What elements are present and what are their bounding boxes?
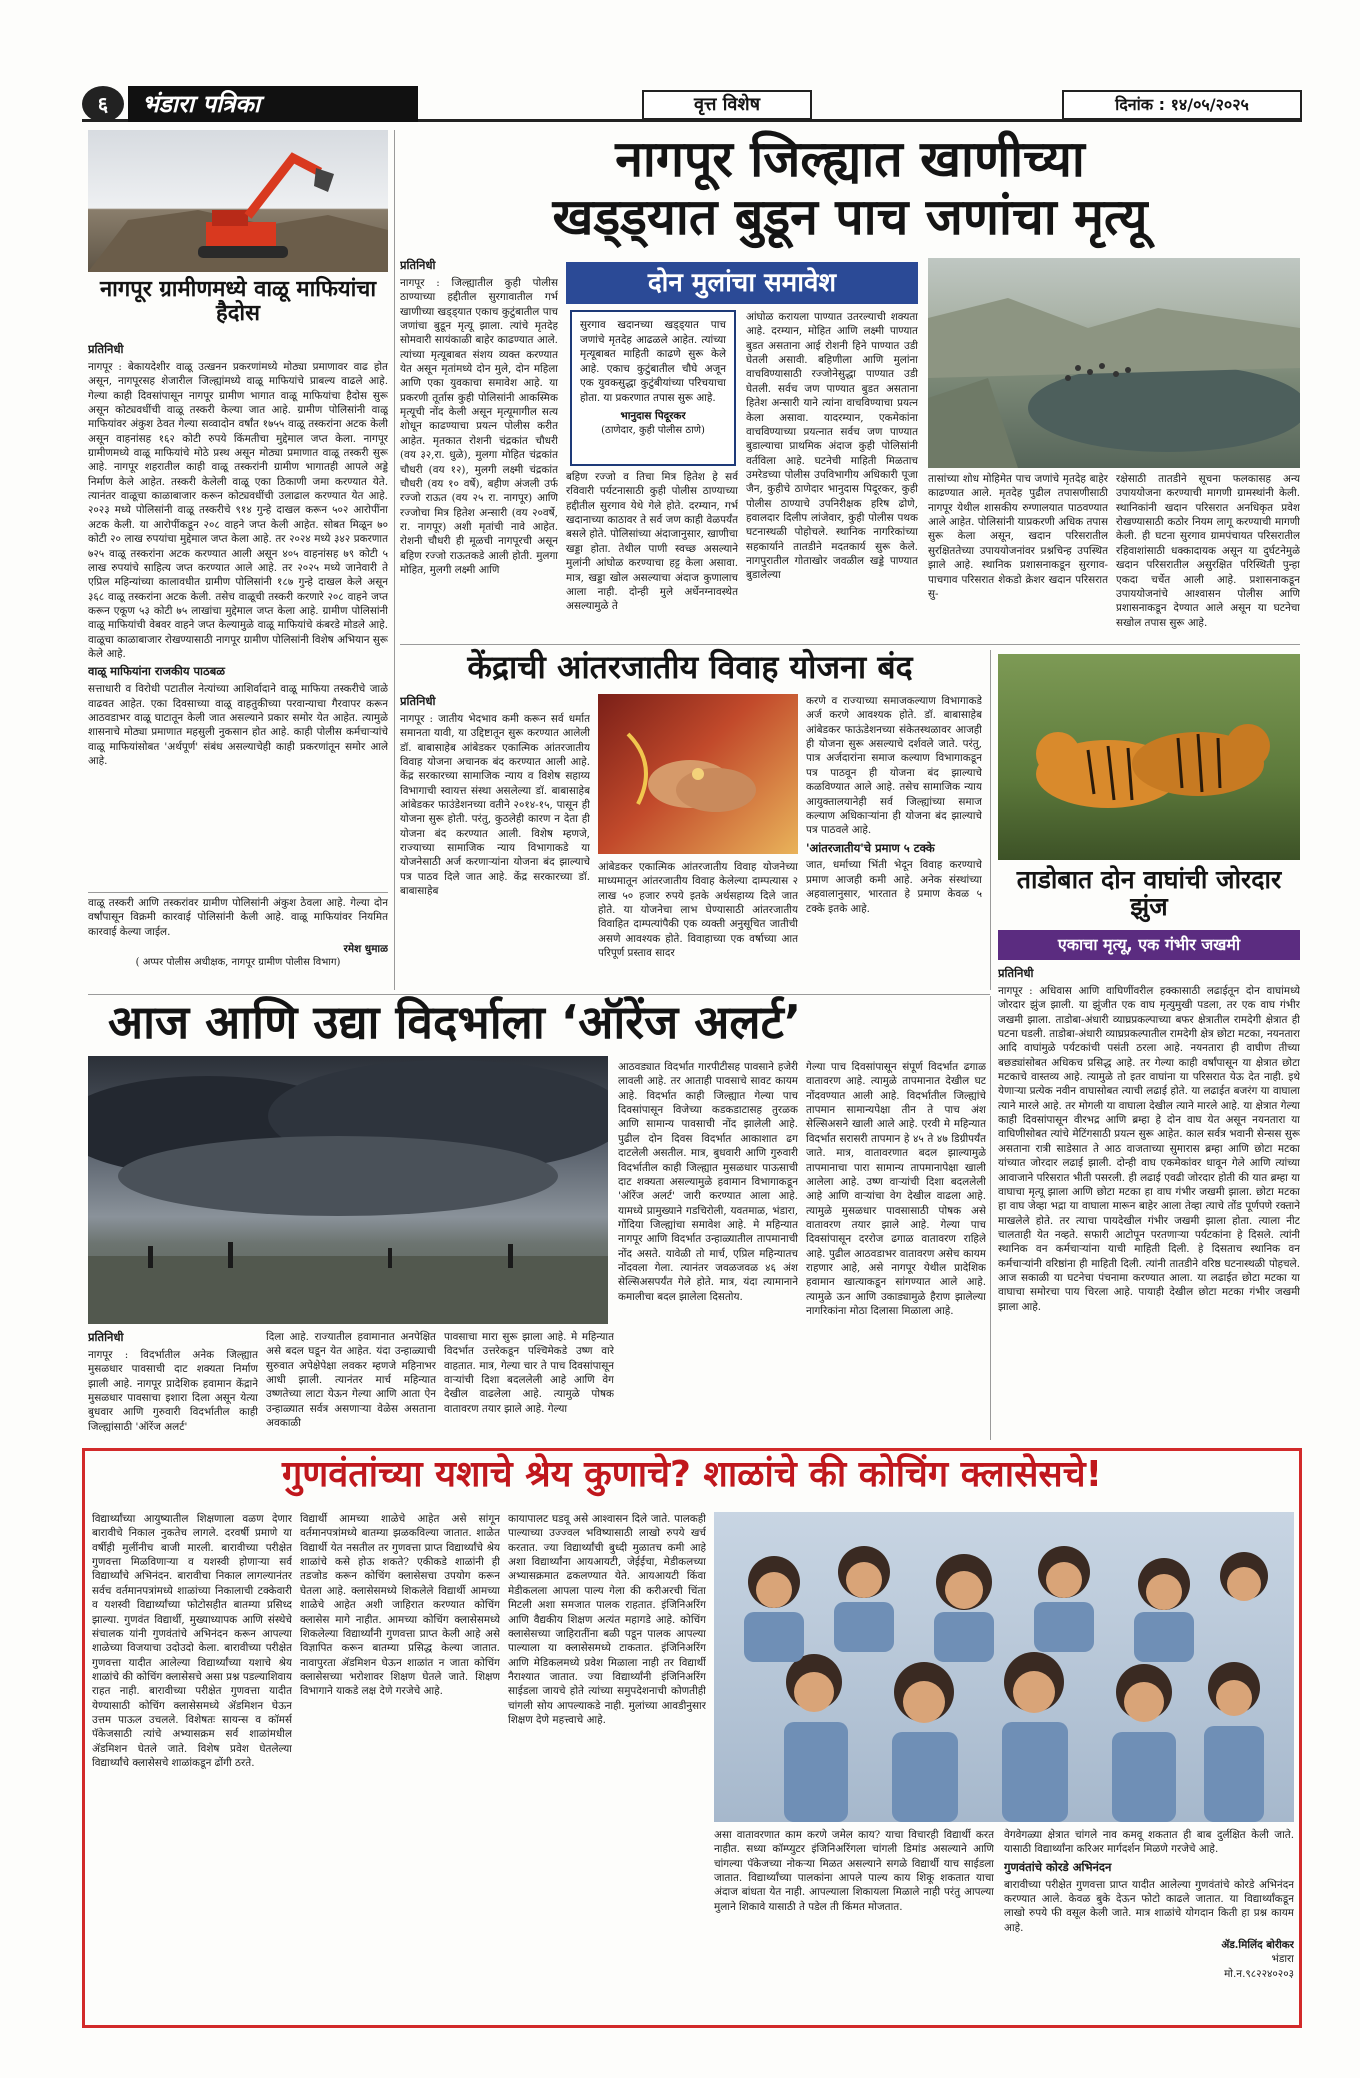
- weather-col-4: [618, 1060, 798, 1440]
- wedding-hands-icon: [598, 694, 798, 854]
- main-col4-text: तासांच्या शोध मोहिमेत पाच जणांचे मृतदेह बाहेर काढण्यात आले. मृतदेह पुढील तपासणीसाठी नागपूर येथील शासकीय रुग्णालयात पाठवण्यात आले आहेत. पोलिसांनी याप्रकरणी अधिक तपास सुरू केला असून, खदान परिसरातील सुरक्षिततेच्या उपाययोजनांवर प्रश्नचिन्ह उपस्थित झाले आहे. स्थानिक प्रशासनाकडून सुरगाव-पाचगाव परिसरात शेकडो क्रेशर खदान परिसरात सु-: [928, 473, 1108, 600]
- weather-col-3: [444, 1330, 614, 1440]
- sand-paragraph-1: नागपूर : बेकायदेशीर वाळू उत्खनन प्रकरणांमध्ये मोठ्या प्रमाणावर वाढ होत असून, नागपूरसह शेजारील जिल्ह्यांमध्ये वाळू माफियांचे प्राबल्य वाढले आहे. गेल्या काही दिवसांपासून नागपूर ग्रामीण भागात वाळू माफियांचा हैदोस सुरू असून कोट्यवधींची वाळू तस्करी केल्या जात आहे. ग्रामीण पोलिसांनी वाळू माफियांवर अंकुश ठेवत गेल्या सव्वादोन वर्षांत १७५५ वाळू तस्करांना अटक केली असून वाहनांसह १६२ कोटी रुपये किंमतीचा मुद्देमाल जप्त केला. नागपूर ग्रामीणमध्ये वाळू माफियांचे मोठे प्रस्थ असून मोठ्या प्रमाणात वाळू तस्करी सुरू आहे. नागपूर शहरातील काही वाळू तस्करांनी ग्रामीण भागातही आपले अड्डे निर्माण केले आहेत. तस्करी केलेली वाळू एका ठिकाणी जमा करण्यात येते. त्यानंतर वाळूचा काळाबाजार करून कोट्यवधींची उलाढाल करण्यात येत आहे. २०२३ मध्ये पोलिसांनी वाळू तस्करीचे ९१४ गुन्हे दाखल करून ५०२ आरोपींना अटक केली. या आरोपींकडून २०८ वाहने जप्त केली आहेत. सोबत मिळून ७० कोटी २० लाख रुपयांचा मुद्देमाल जप्त केला आहे. तर २०२४ मध्ये ३४२ प्रकरणात ७२५ वाळू तस्करांना अटक करण्यात आली असून ४०५ वाहनांसह ७९ कोटी ५ लाख रुपयांचे साहित्य जप्त करण्यात आले आहे. तर २०२५ मध्ये जानेवारी ते एप्रिल महिन्यांच्या कालावधीत ग्रामीण पोलिसांनी १८७ गुन्हे दाखल केले असून ३६८ वाळू तस्करांना अटक केली. तसेच वाळूची तस्करी करणारे २०८ वाहने जप्त करून एकूण ५३ कोटी ७५ लाखांचा मुद्देमाल जप्त केला आहे. ग्रामीण पोलिसांनी वाळू माफियांची वेबवर वाहने जप्त केल्यामुळे वाळू माफियांचे कंबरडे मोडले आहे. वाळूचा काळाबाजार रोखण्यासाठी नागपूर ग्रामीण पोलिसांनी विशेष अभियान सुरू केले आहे.: [88, 360, 388, 661]
- students-celebrating-photo: [714, 1512, 1294, 1822]
- weather-col4-text: आठवड्यात विदर्भात गारपीटीसह पावसाने हजेरी लावली आहे. तर आताही पावसाचे सावट कायम आहे. विदर्भात काही जिल्ह्यात गेल्या पाच दिवसांपासून विजेच्या कडकडाटासह तुरळक आणि सामान्य पावसाची नोंद झालेली आहे. पुढील दोन दिवस विदर्भात आकाशात ढग दाटलेली असतील. मात्र, बुधवारी आणि गुरुवारी विदर्भातील काही जिल्ह्यात मुसळधार पाऊसाची दाट शक्यता असल्यामुळे हवामान विभागाकडून 'ऑरेंज अलर्ट' जारी करण्यात आला आहे. यामध्ये प्रामुख्याने गडचिरोली, यवतमाळ, भंडारा, गोंदिया जिल्ह्यांचा समावेश आहे. मे महिन्यात नागपूर आणि विदर्भात उन्हाळ्यातील तापमानाची नोंद असते. यावेळी तो मार्च, एप्रिल महिन्यातच नोंदवला गेला. त्यानंतर जवळजवळ ४६ अंश सेल्सिअसपर्यंत गेले होते. मात्र, यंदा त्यामानाने कमालीचा बदल झालेला दिसतोय.: [618, 1061, 798, 1303]
- column-divider: [990, 650, 991, 990]
- coaching-headline: गुणवंतांच्या यशाचे श्रेय कुणाचे? शाळांचे की कोचिंग क्लासेसचे!: [281, 1454, 1103, 1495]
- weather-col1-text: नागपूर : विदर्भातील अनेक जिल्ह्यात मुसळधार पावसाची दाट शक्यता निर्माण झाली आहे. नागपूर प्रादेशिक हवामान केंद्राने मुसळधार पावसाचा इशारा दिला असून येत्या बुधवार आणि गुरुवारी विदर्भातील काही जिल्ह्यांसाठी 'ऑरेंज अलर्ट': [88, 1348, 258, 1433]
- tiger-headline: ताडोबात दोन वाघांची जोरदार झुंज: [1016, 865, 1282, 921]
- column-divider: [990, 996, 991, 1440]
- sand-byline: प्रतिनिधी: [88, 342, 124, 356]
- wedding-hands-photo: [598, 694, 798, 854]
- coaching-col-4: [714, 1828, 994, 2020]
- page-number: ६: [82, 86, 124, 122]
- main-story-col-4: [928, 472, 1108, 640]
- students-icon: [714, 1512, 1294, 1822]
- marriage-col-1: [400, 694, 590, 990]
- column-divider: [394, 130, 395, 990]
- excavator-photo: [88, 130, 388, 272]
- divider: [88, 892, 388, 893]
- coaching-author: ॲड.मिलिंद बोरीकर: [1221, 1939, 1294, 1952]
- weather-col-5: [806, 1060, 986, 1440]
- marriage-col3-text: करणे व राज्याच्या समाजकल्याण विभागाकडे अर्ज करणे आवश्यक होते. डॉ. बाबासाहेब आंबेडकर फाऊंडेशनच्या संकेतस्थळावर आजही ही योजना सुरू असल्याचे दर्शवले जाते. परंतु, पात्र अर्जदारांना समाज कल्याण विभागाकडून पत्र पाठवून ही योजना बंद झाल्याचे कळविण्यात आले आहे. तसेच सामाजिक न्याय आयुक्तालयानेही सर्व जिल्ह्यांच्या समाज कल्याण अधिकाऱ्यांना ही योजना बंद झाल्याचे पत्र पाठवले आहे.: [806, 695, 982, 837]
- quarry-icon: [928, 258, 1300, 468]
- coaching-col-1: [92, 1512, 292, 2020]
- main-col2-text: बहिण रज्जो व तिचा मित्र हितेश हे सर्व रविवारी पर्यटनासाठी कुही पोलीस ठाण्याच्या हद्दीतील सुरगाव येथे गेले होते. दरम्यान, गर्भ खदानाच्या काठावर ते सर्व जण काही वेळपर्यंत बसले होते. पोलिसांच्या अंदाजानुसार, खाणीचा खड्डा होता. तेथील पाणी स्वच्छ असल्याने मुलांनी आंघोळ करण्याचा हट्ट केला असावा. मात्र, खड्डा खोल असल्याचा अंदाज कुणालाच आला नाही. दोन्ही मुले अर्धेनग्नावस्थेत असल्यामुळे ते: [566, 471, 738, 613]
- sand-headline: नागपूर ग्रामीणमध्ये वाळू माफियांचा हैदोस: [99, 277, 377, 326]
- coaching-author-phone: मो.न.९८२२४०२०३: [1224, 1967, 1294, 1980]
- excavator-icon: [88, 130, 388, 272]
- tiger-story-body: [998, 966, 1300, 1436]
- tiger-byline: प्रतिनिधी: [998, 966, 1034, 980]
- coaching-col4-text: असा वातावरणात काम करणे जमेल काय? याचा विचारही विद्यार्थी करत नाहीत. सध्या कॉम्प्युटर इंजिनिअरिंगला चांगली डिमांड असल्याने आणि चांगल्या पॅकेजच्या नोकऱ्या मिळत असल्याने सगळे विद्यार्थी याच साईडला जातात. विद्यार्थ्यांच्या पालकांना आपले पाल्य काय शिकू शकतात याचा अंदाज बांधता येत नाही. आपल्याला शिकायला मिळाले नाही परंतु आपल्या मुलाने शिकावे यासाठी ते पडेल ती किंमत मोजतात.: [714, 1829, 994, 1913]
- coaching-col5-text: वेगवेगळ्या क्षेत्रात चांगले नाव कमवू शकतात ही बाब दुर्लक्षित केली जाते. यासाठी विद्यार्थ्यांना करिअर मार्गदर्शन मिळणे गरजेचे आहे.: [1004, 1829, 1294, 1856]
- marriage-col-2: [598, 860, 798, 990]
- coaching-col2-text: विद्यार्थी आमच्या शाळेचे आहेत असे सांगून वर्तमानपत्रांमध्ये बातम्या झळकविल्या जातात. शाळेत विद्यार्थी येत नसतील तर गुणवत्ता प्राप्त विद्यार्थ्यांचे श्रेय शाळांचे कसे होऊ शकते? एकीकडे शाळांनी ही तडजोड करून कोचिंग क्लासेसचा उपयोग करून घेतला आहे. क्लासेसमध्ये शिकलेले विद्यार्थी आमच्या शाळेचे आहेत अशी जाहिरात करण्यात कोचिंग क्लासेस मागे नाहीत. आमच्या कोचिंग क्लासेसमध्ये शिकलेल्या विद्यार्थ्यांनी गुणवत्ता प्राप्त केली आहे असे विज्ञापित करून बातम्या प्रसिद्ध केल्या जातात. नावापुरता ॲडमिशन घेऊन शाळांत न जाता कोचिंग क्लासेसच्या भरोशावर शिक्षण घेतले जाते. शिक्षण विभागाने याकडे लक्ष देणे गरजेचे आहे.: [300, 1513, 500, 1698]
- coaching-subhead: गुणवंतांचे कोरडे अभिनंदन: [1004, 1859, 1112, 1874]
- coaching-col-5: [1004, 1828, 1294, 2020]
- marriage-col2-text: आंबेडकर एकात्मिक आंतरजातीय विवाह योजनेच्या माध्यमातून आंतरजातीय विवाह केलेल्या दाम्पत्यास २ लाख ५० हजार रुपये इतके अर्थसहाय्य दिले जात होते. या योजनेचा लाभ घेण्यासाठी आंतरजातीय विवाहित दाम्पत्यांपैकी एक व्यक्ती अनुसूचित जातीची असणे आवश्यक होते. विवाहाच्या एक वर्षाच्या आत परिपूर्ण प्रस्ताव सादर: [598, 861, 798, 960]
- section-label: वृत्त विशेष: [642, 90, 812, 120]
- main-byline: प्रतिनिधी: [400, 258, 436, 272]
- issue-date: दिनांक : १४/०५/२०२५: [1062, 90, 1302, 120]
- cloud-icon: [88, 1056, 608, 1324]
- coaching-author-place: भंडारा: [1271, 1953, 1294, 1966]
- main-quote-box: [570, 310, 736, 466]
- tiger-body-text: नागपूर : अधिवास आणि वाघिणींवरील हक्कासाठी लढाईतून दोन वाघांमध्ये जोरदार झुंज झाली. या झुंजीत एक वाघ मृत्युमुखी पडला, तर एक वाघ गंभीर जखमी झाला. ताडोबा-अंधारी व्याघ्रप्रकल्पाच्या बफर क्षेत्रातील रामदेगी क्षेत्रात ही घटना घडली. ताडोबा-अंधारी व्याघ्रप्रकल्पातील रामदेगी क्षेत्र छोटा मटका, नयनतारा आदि वाघांमुळे पर्यटकांची पसंती ठरला आहे. नयनतारा ही वाघीण तीच्या बछड्यांसोबत अधिकच प्रसिद्ध आहे. तर गेल्या काही वर्षांपासून या क्षेत्रात छोटा मटकाचे वास्तव्य आहे. त्यामुळे तो इतर वाघांना या परिसरात येऊ देत नाही. इथे येणाऱ्या प्रत्येक नवीन वाघासोबत त्याची लढाई होते. या लढाईत बजरंग या वाघाला त्याने मारले आहे. तर मोगली या वाघाला देखील त्याने मारले आहे. या क्षेत्रात गेल्या काही दिवसांपासून वीरभद्र आणि ब्रम्हा हे दोन वाघ येत असून नयनतारा या वाघिणीसोबत त्यांचे मेटिंगसाठी प्रयत्न सुरू आहेत. काल सर्वत्र भवानी सेन्सस सुरू असताना रात्री साडेसात ते आठ वाजताच्या सुमारास ब्रम्हा आणि छोटा मटका यांच्यात जोरदार लढाई झाली. दोन्ही वाघ एकमेकांवर धावून गेले आणि त्यांच्या आवाजाने परिसरात भीती पसरली. ही लढाई एवढी जोरदार होती की यात ब्रम्हा या वाघाचा मृत्यू झाला आणि छोटा मटका हा वाघ गंभीर जखमी झाला. छोटा मटका हा वाघ जेव्हा भद्रा या वाघाला मारून बाहेर आला तेव्हा त्याचे तोंड पूर्णपणे रक्ताने माखलेले होते. तर त्याचा पायदेखील गंभीर जखमी झाला होता. त्याला नीट चालताही येत नव्हते. सफारी आटोपून परतणाऱ्या पर्यटकांना हे दिसले. त्यांनी स्थानिक वन कर्मचाऱ्यांना याची माहिती दिली. हे दिसताच स्थानिक वन कर्मचाऱ्यांनी वरिष्ठांना ही माहिती दिली. त्यांनी तातडीने वरिष्ठ घटनास्थळी पोहचले. आज सकाळी या घटनेचा पंचनामा करण्यात आला. या लढाईत छोटा मटका या वाघाचा समोरचा पाय चिरला आहे. पायाही देखील छोटा मटका गंभीर जखमी झाला आहे.: [998, 984, 1300, 1313]
- weather-col3-text: पावसाचा मारा सुरू झाला आहे. मे महिन्यात विदर्भात उत्तरेकडून पश्चिमेकडे उष्ण वारे वाहतात. मात्र, गेल्या चार ते पाच दिवसांपासून वाऱ्यांची दिशा बदललेली आहे आणि वेग देखील वाढलेला आहे. त्यामुळे पोषक वातावरण तयार झाले आहे. गेल्या: [444, 1331, 614, 1415]
- weather-col5-text: गेल्या पाच दिवसांपासून संपूर्ण विदर्भात ढगाळ वातावरण आहे. त्यामुळे तापमानात देखील घट नोंदवण्यात आली आहे. विदर्भातील जिल्ह्यांचे तापमान सामान्यपेक्षा तीन ते पाच अंश सेल्सिअसने खाली आले आहे. एरवी मे महिन्यात विदर्भात सरासरी तापमान हे ४५ ते ४७ डिग्रीपर्यंत जाते. मात्र, वातावरणात बदल झाल्यामुळे तापमानाचा पारा सामान्य तापमानापेक्षा खाली आलेला आहे. उष्ण वाऱ्यांची दिशा बदललेली आहे आणि वाऱ्यांचा वेग देखील वाढला आहे. त्यामुळे मुसळधार पावसासाठी पोषक असे वातावरण तयार झाले आहे. गेल्या पाच दिवसांपासून दररोज ढगाळ वातावरण राहिले आहे. पुढील आठवडाभर वातावरण असेच कायम राहणार आहे, असे नागपूर येथील प्रादेशिक हवामान खात्याकडून सांगण्यात आले आहे. त्यामुळे ऊन आणि उकाड्यामुळे हैराण झालेल्या नागरिकांना मोठा दिलासा मिळाला आहे.: [806, 1061, 986, 1318]
- sand-quote: [88, 896, 388, 986]
- marriage-col1-text: नागपूर : जातीय भेदभाव कमी करून सर्व धर्मात समानता यावी, या उद्दिष्टातून सुरू करण्यात आलेली डॉ. बाबासाहेब आंबेडकर एकात्मिक आंतरजातीय विवाह योजना अचानक बंद करण्यात आली आहे. केंद्र सरकारच्या सामाजिक न्याय व विशेष सहाय्य विभागाची स्वायत्त संस्था असलेल्या डॉ. बाबासाहेब आंबेडकर फाउंडेशनच्या वतीने २०१४-१५, पासून ही योजना सुरू होती. परंतु, कुठलेही कारण न देता ही योजना बंद करण्यात आली. विशेष म्हणजे, राज्याच्या सामाजिक न्याय विभागाकडे या योजनेसाठी अर्ज करणाऱ्यांना योजना बंद झाल्याचे पत्र पाठव दिले जात आहे. केंद्र सरकारच्या डॉ. बाबासाहेब: [400, 712, 590, 898]
- marriage-subhead: 'आंतरजातीय'चे प्रमाण ५ टक्के: [806, 840, 935, 855]
- coaching-col-3: [508, 1512, 706, 2020]
- main-col5-text: रक्षेसाठी तातडीने सूचना फलकासह अन्य उपाययोजना करण्याची मागणी ग्रामस्थांनी केली. स्थानिकांनी खदान परिसरात अनधिकृत प्रवेश रोखण्यासाठी कठोर नियम लागू करण्याची मागणी केली. ही घटना सुरगाव ग्रामपंचायत परिसरातील रहिवाशांसाठी धक्कादायक असून या दुर्घटनेमुळे खदान परिसरातील असुरक्षित परिस्थिती पुन्हा एकदा चर्चेत आली आहे. प्रशासनाकडून उपाययोजनांचे आश्वासन पोलीस आणि प्रशासनाकडून देण्यात आले असून या घटनेचा सखोल तपास सुरू आहे.: [1116, 473, 1300, 629]
- sand-quote-author-role: ( अप्पर पोलीस अधीक्षक, नागपूर ग्रामीण पोलीस विभाग): [135, 957, 341, 969]
- tigers-photo: [998, 654, 1300, 860]
- sand-quote-author: रमेश धुमाळ: [343, 943, 388, 956]
- sand-quote-text: वाळू तस्करी आणि तस्करांवर ग्रामीण पोलिसांनी अंकुश ठेवला आहे. गेल्या दोन वर्षांपासून विक्रमी कारवाई पोलिसांनी केली आहे. वाळू माफियांवर नियमित कारवाई केल्या जाईल.: [88, 897, 388, 938]
- main-headline-line-1: नागपूर जिल्ह्यात खाणीच्या: [615, 130, 1085, 188]
- main-headline-line-2: खड्ड्यात बुडून पाच जणांचा मृत्यू: [552, 188, 1148, 246]
- main-col3-text: आंघोळ करायला पाण्यात उतरल्याची शक्यता आहे. दरम्यान, मोहित आणि लक्ष्मी पाण्यात बुडत असताना आई रोशनी हिने पाण्यात उडी घेतली असावी. बहिणीला आणि मुलांना वाचविण्यासाठी रज्जोनेसुद्धा पाण्यात उडी घेतली. सर्वच जण पाण्यात बुडत असताना हितेश अन्सारी याने त्यांना वाचविण्याचा प्रयत्न केला असावा. यादरम्यान, एकमेकांना वाचविण्याच्या प्रयत्नात सर्वच जण पाण्यात बुडाल्याचा प्राथमिक अंदाज कुही पोलिसांनी वर्तविला आहे. घटनेची माहिती मिळताच उमरेडच्या पोलीस उपविभागीय अधिकारी पूजा जैन, कुहीचे ठाणेदार भानुदास पिदूरकर, कुही पोलीस ठाण्याचे उपनिरीक्षक हरिष ढोणे, हवालदार दिलीप लांजेवार, कुही पोलीस पथक घटनास्थळी पोहोचले. स्थानिक नागरिकांच्या सहकार्याने तातडीने मदतकार्य सुरू केले. नागपुरातील गोताखोर जवळील खड्डे पाण्यात बुडालेल्या: [746, 311, 918, 582]
- main-story-col-2: [566, 470, 738, 638]
- weather-headline: आज आणि उद्या विदर्भाला ‘ऑरेंज अलर्ट’: [108, 995, 802, 1049]
- marriage-col3b-text: जात, धर्माच्या भिंती भेदून विवाह करण्याचे प्रमाण आजही कमी आहे. अनेक संस्थांच्या अहवालानुसार, भारतात हे प्रमाण केवळ ५ टक्के इतके आहे.: [806, 859, 982, 915]
- main-quote-author-role: (ठाणेदार, कुही पोलीस ठाणे): [601, 424, 705, 436]
- page-header: [82, 86, 1302, 122]
- quarry-photo: [928, 258, 1300, 468]
- marriage-headline: केंद्राची आंतरजातीय विवाह योजना बंद: [467, 648, 913, 686]
- coaching-col3-text: कायापालट घडवू असे आश्वासन दिले जाते. पालकही पाल्याच्या उज्ज्वल भविष्यासाठी लाखो रुपये खर्च करतात. ज्या विद्यार्थ्यांची बुध्दी मुळातच कमी आहे अशा विद्यार्थ्यांना आयआयटी, जेईईचा, मेडीकलच्या अभ्यासक्रमात ढकलण्यात येते. आयआयटी किंवा मेडीकलला आपला पाल्य गेला की करीअरची चिंता मिटली अशा समजात पालक राहतात. इंजिनिअरिंग आणि वैद्यकीय शिक्षण अत्यंत महागडे आहे. कोचिंग क्लासेसच्या जाहिरातींना बळी पडून पालक आपल्या पाल्याला या क्लासेसमध्ये टाकतात. इंजिनिअरिंग आणि मेडिकलमध्ये प्रवेश मिळाला नाही तर विद्यार्थी नैराश्यात जातात. ज्या विद्यार्थ्यांनी इंजिनिअरिंग साईडला जायचे होते त्यांच्या समुपदेशनाची कोणतीही चांगली सोय आपल्याकडे नाही. मुलांच्या आवडीनुसार शिक्षण देणे महत्त्वाचे आहे.: [508, 1513, 706, 1727]
- sand-paragraph-2: सत्ताधारी व विरोधी पटातील नेत्यांच्या आशिर्वादाने वाळू माफिया तस्करीचे जाळे वाढवत आहेत. एका दिवसाच्या वाळू वाहतुकीच्या परवान्याचा गैरवापर करून आठवडाभर वाळू घाटातून केली जात असल्याने प्रकार समोर येत आहेत. त्यामुळे शासनाचे मोठ्या प्रमाणात महसुली नुकसान होत आहे. काही पोलीस कर्मचाऱ्यांचे वाळू माफियांसोबत 'अर्थपूर्ण' संबंध असल्याचेही काही प्रकरणांतून समोर आले आहे.: [88, 683, 388, 768]
- main-subhead-banner: दोन मुलांचा समावेश: [566, 262, 918, 304]
- main-quote-author: भानुदास पिदूरकर: [620, 410, 686, 423]
- tiger-subhead: एकाचा मृत्यू, एक गंभीर जखमी: [998, 930, 1300, 960]
- coaching-col1-text: विद्यार्थ्यांच्या आयुष्यातील शिक्षणाला वळण देणार बारावीचे निकाल नुकतेच लागले. दरवर्षी प्रमाणे या वर्षीही मुलींनीच बाजी मारली. बारावीच्या परीक्षेत गुणवत्ता मिळविणाऱ्या व यशस्वी होणाऱ्या सर्व विद्यार्थ्यांचे अभिनंदन. बारावीचा निकाल लागल्यानंतर सर्वच वर्तमानपत्रांमध्ये शाळांच्या निकालाची टक्केवारी व यशस्वी विद्यार्थ्यांच्या फोटोसहीत बातम्या प्रसिध्द झाल्या. गुणवंत विद्यार्थी, मुख्याध्यापक आणि संस्थेचे संचालक यांनी गुणवंतांचे अभिनंदन करून आपल्या शाळेच्या विजयाचा उदोउदो केला. बारावीच्या परीक्षेत गुणवत्ता यादीत आलेल्या विद्यार्थ्यांच्या यशाचे श्रेय शाळांचे की कोचिंग क्लासेसचे असा प्रश्न पडल्याशिवाय राहत नाही. बारावीच्या परीक्षेत गुणवत्ता यादीत येण्यासाठी कोचिंग क्लासेसमध्ये ॲडमिशन घेऊन उत्तम पाऊल उचलले. विशेषतः सायन्स व कॉमर्स पॅकेजसाठी त्यांचे अभ्यासक्रम सर्व शाळांमधील ॲडमिशन घेतले जाते. विशेष प्रवेश घेतलेल्या विद्यार्थ्यांचे क्लासेसचे शाळांकडून ढोंगी ठरते.: [92, 1513, 292, 1770]
- marriage-byline: प्रतिनिधी: [400, 694, 436, 708]
- storm-clouds-photo: [88, 1056, 608, 1324]
- coaching-col-2: [300, 1512, 500, 2020]
- main-col1-text: नागपूर : जिल्ह्यातील कुही पोलीस ठाण्याच्या हद्दीतील सुरगावातील गर्भ खाणीच्या खड्ड्यात एकाच कुटुंबातील पाच जणांचा बुडून मृत्यू झाला. त्यांचे मृतदेह सोमवारी सायंकाळी बाहेर काढण्यात आले. त्यांच्या मृत्यूबाबत संशय व्यक्त करण्यात येत असून मृतांमध्ये दोन मुले, दोन महिला आणि एका युवकाचा समावेश आहे. या प्रकरणी तूर्तास कुही पोलिसांनी आकस्मिक मृत्यूची नोंद केली असून मृत्यूमागील सत्य शोधून काढण्याचा प्रयत्न पोलीस करीत आहेत. मृतकात रोशनी चंद्रकांत चौधरी (वय ३२,रा. धुळे), मुलगा मोहित चंद्रकांत चौधरी (वय १२), मुलगी लक्ष्मी चंद्रकांत चौधरी (वय १० वर्षे), बहीण अंजली उर्फ रज्जो राऊत (वय २५ रा. नागपूर) आणि रज्जोचा मित्र हितेश अन्सारी (वय २०वर्षे, रा. नागपूर) अशी मृतांची नावे आहेत. रोशनी चौधरी ही मूळची नागपूरची असून बहिण रज्जो राऊतकडे आली होती. मुलगा मोहित, मुलगी लक्ष्मी आणि: [400, 276, 558, 577]
- weather-col-2: [266, 1330, 436, 1440]
- weather-byline: प्रतिनिधी: [88, 1330, 124, 1344]
- marriage-col-3: [806, 694, 982, 990]
- coaching-col5b-text: बारावीच्या परीक्षेत गुणवत्ता प्राप्त यादीत आलेल्या गुणवंतांचे कोरडे अभिनंदन करण्यात आले. केवळ बुके देऊन फोटो काढले जातात. या विद्यार्थ्यांकडून लाखो रुपये फी वसूल केली जाते. मात्र शाळांचे योगदान किती हा प्रश्न कायम आहे.: [1004, 1878, 1294, 1934]
- main-quote-text: सुरगाव खदानच्या खड्ड्यात पाच जणांचे मृतदेह आढळले आहेत. त्यांच्या मृत्यूबाबत माहिती काढणे सुरू केले आहे. एकाच कुटुंबातील चौघे अजून एक युवकसुद्धा कुटुंबीयांच्या परिचयाचा होता. या प्रकरणात तपास सुरू आहे.: [580, 319, 726, 404]
- weather-col2-text: दिला आहे. राज्यातील हवामानात अनपेक्षित असे बदल घडून येत आहेत. यंदा उन्हाळ्याची सुरुवात अपेक्षेपेक्षा लवकर म्हणजे महिनाभर आधी झाली. त्यानंतर मार्च महिन्यात उष्णतेच्या लाटा येऊन गेल्या आणि आता ऐन उन्हाळ्यात सर्वत्र असणाऱ्या वेळेस असताना अवकाळी: [266, 1331, 436, 1430]
- weather-col-1: [88, 1330, 258, 1440]
- sand-story-body: [88, 342, 388, 840]
- main-story-col-5: [1116, 472, 1300, 640]
- newspaper-title: भंडारा पत्रिका: [128, 86, 418, 122]
- divider: [400, 644, 1300, 645]
- main-story-col-3: [746, 310, 918, 638]
- sand-subhead: वाळू माफियांना राजकीय पाठबळ: [88, 664, 226, 679]
- tiger-icon: [998, 654, 1300, 860]
- main-story-col-1: [400, 258, 558, 638]
